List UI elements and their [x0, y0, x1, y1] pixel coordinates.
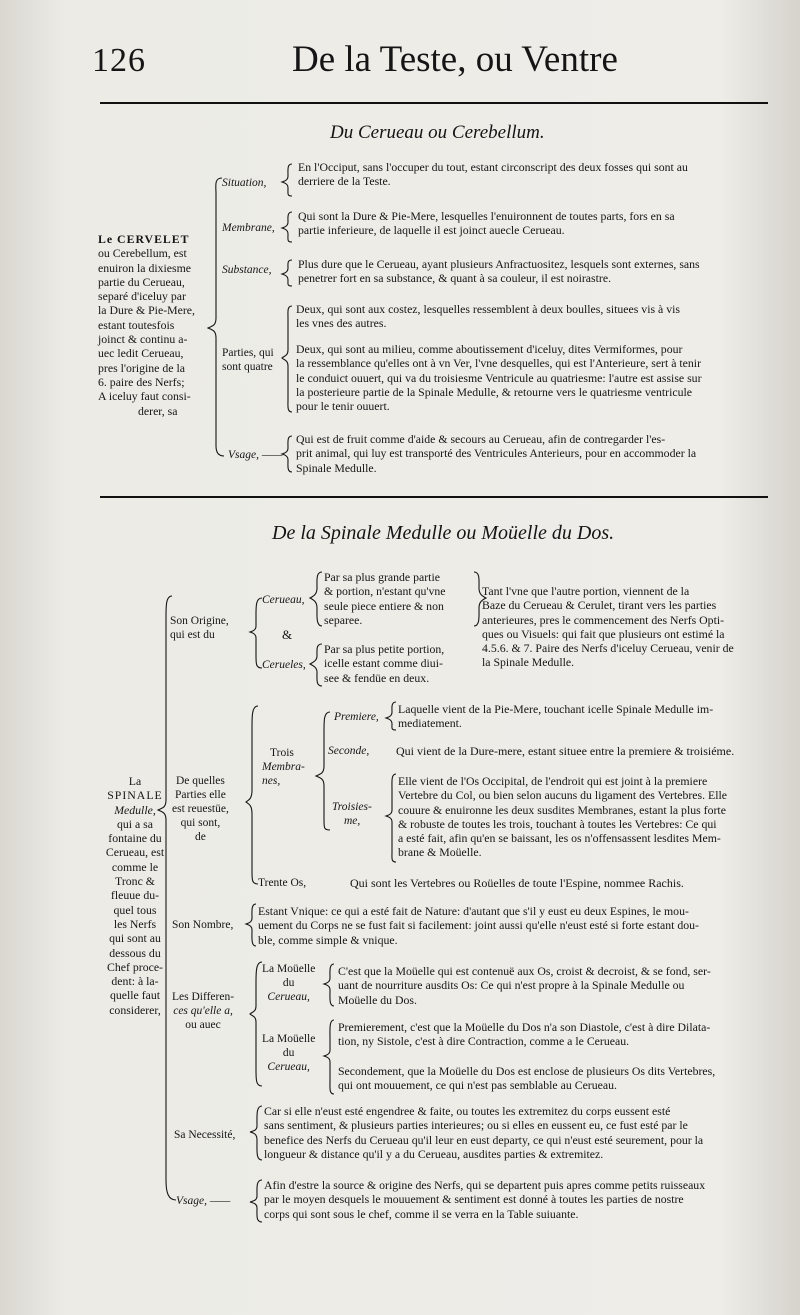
parties-a-text — [296, 302, 768, 331]
spinale-intro-line: quel tous — [113, 902, 157, 917]
troisieme-text — [398, 774, 772, 860]
text-line: uement du Corps ne se fust fait si facilement: joint aussi qu'elle n'eust esté si forte estant dou- — [258, 918, 699, 933]
cervelet-intro-line: estant toutesfois — [98, 317, 175, 332]
brace — [386, 774, 396, 862]
nombre-label: Son Nombre, — [172, 919, 234, 931]
spinale-intro-line: fontaine du — [108, 831, 162, 846]
cervelet-intro-line: derer, sa — [138, 403, 178, 418]
text-line: Elle vient de l'Os Occipital, de l'endroit qui est joint à la premiere — [398, 774, 708, 788]
text-line: prit animal, qui luy est transporté des Ventricules Anterieurs, pour en accommoder la — [296, 446, 697, 461]
spinale-intro-line: quelle faut — [109, 988, 161, 1003]
trente-os-label: Trente Os, — [258, 877, 307, 889]
cerueau-label: Cerueau, — [262, 594, 305, 606]
text-line: 4.5.6. & 7. Paire des Nerfs d'iceluy Cerueau, venir de — [482, 641, 734, 656]
label-line: qui sont, — [180, 817, 221, 829]
spinale-intro-line: dessous du — [109, 945, 161, 960]
origine-and: & — [282, 627, 293, 642]
quelles-parties-label — [172, 774, 229, 844]
substance-text — [298, 257, 768, 286]
necessite-label: Sa Necessité, — [174, 1129, 236, 1141]
text-line: pour le tenir ouuert. — [296, 399, 390, 414]
label-line: du — [282, 1047, 295, 1059]
text-line: le conduict ouuert, qui va du troisiesme Ventricule au quatriesme: l'autre est assise sur — [296, 370, 702, 385]
trente-os-text: Qui sont les Vertebres ou Roüelles de toute l'Espine, nommee Rachis. — [350, 876, 684, 890]
text-line: & portion, n'estant qu'vne — [324, 584, 446, 599]
usage2-text — [264, 1178, 774, 1221]
cerueau-text — [324, 570, 474, 627]
cervelet-intro-line: la Dure & Pie-Mere, — [98, 303, 195, 318]
spinale-intro-line: les Nerfs — [113, 916, 157, 931]
brace — [246, 706, 258, 884]
cerueles-text — [324, 642, 474, 685]
text-line: Vertebre du Col, ou bien selon aucuns du ligament des Vertebres. Elle — [398, 788, 728, 803]
usage-text — [296, 432, 768, 475]
spinale-intro-line: Tronc & — [115, 874, 155, 889]
text-line: qui ont mouuement, ce qui n'est pas semblable au Cerueau. — [338, 1078, 617, 1093]
situation-text — [298, 160, 768, 189]
brace — [324, 1020, 334, 1094]
text-line: Plus dure que le Cerueau, ayant plusieurs Anfractuositez, lesquels sont externes, sans — [298, 257, 700, 271]
label-line: qui est du — [170, 629, 215, 641]
text-line: penetrer fort en sa substance, & quant à sa couleur, il est noirastre. — [298, 271, 612, 286]
brace — [310, 644, 322, 686]
cerueles-label: Cerueles, — [262, 659, 306, 671]
text-line: tion, ny Sistole, c'est à dire Contraction, comme a le Cerueau. — [338, 1034, 630, 1049]
spinale-intro-line: SPINALE — [107, 788, 163, 803]
running-title: De la Teste, ou Ventre — [292, 39, 618, 80]
moelle-cerueau-text — [338, 964, 774, 1007]
brace — [246, 904, 256, 946]
seconde-text: Qui vient de la Dure-mere, estant situee entre la premiere & troisiéme. — [396, 744, 735, 758]
spinale-intro-line: qui sont au — [109, 931, 161, 946]
origine-right-text — [482, 584, 772, 670]
label-line: Membra- — [262, 761, 305, 773]
section-rule — [100, 496, 768, 498]
origine-label — [170, 614, 229, 642]
text-line: Afin d'estre la source & origine des Nerfs, qui se departent puis apres comme petits ruisseaux — [264, 1178, 706, 1192]
moelle-cerueau2-label — [262, 1032, 315, 1074]
text-line: benefice des Nerfs du Cerueau qu'il leur en eust departy, ce qui n'eust esté seurement, pour la — [264, 1132, 704, 1147]
text-line: partie inferieure, de laquelle il est joinct auecle Cerueau. — [298, 223, 565, 238]
brace — [250, 962, 262, 1086]
cervelet-intro-line: joinct & continu a- — [98, 332, 188, 347]
brace — [250, 1180, 262, 1222]
text-line: Deux, qui sont aux costez, lesquelles ressemblent à deux boulles, situees vis à vis — [296, 302, 680, 316]
text-line: par le moyen desquels le mouuement & sentiment est donné à toutes les parties de nostre — [264, 1192, 684, 1207]
spinale-intro-line: comme le — [111, 859, 159, 874]
cervelet-intro-line: A iceluy faut consi- — [98, 389, 191, 404]
text-line: & robuste de toutes les trois, touchant à toutes les Vertebres: Ce qui — [398, 816, 717, 831]
text-line: couure & enuironne les deux susdites Membranes, estant la plus forte — [398, 802, 726, 817]
label-line: nes, — [262, 775, 281, 787]
moelle-cerueau-label — [262, 962, 315, 1004]
text-line: Secondement, que la Moüelle du Dos est enclose de plusieurs Os dits Vertebres, — [338, 1064, 716, 1078]
label-line: du — [282, 977, 295, 989]
membrane-text — [298, 209, 768, 238]
label-line: Cerueau, — [267, 991, 310, 1003]
brace — [282, 212, 292, 242]
label-line: sont quatre — [222, 361, 273, 373]
text-line: a esté fait, afin qu'en se baissant, les os n'offensassent lesdites Mem- — [398, 831, 721, 846]
text-line: C'est que la Moüelle qui est contenuë aux Os, croist & decroist, & se fond, ser- — [338, 964, 711, 978]
cervelet-intro-line: 6. paire des Nerfs; — [98, 374, 185, 389]
text-line: icelle estant comme diui- — [324, 656, 443, 671]
text-line: la Spinale Medulle. — [482, 655, 575, 670]
label-line: Parties, qui — [222, 347, 274, 359]
text-line: Spinale Medulle. — [296, 460, 377, 475]
text-line: uant de nourriture ausdits Os: Ce qui n'est propre à la Spinale Medulle ou — [338, 978, 685, 993]
text-line: ble, comme simple & vnique. — [258, 932, 398, 947]
text-line: Par sa plus grande partie — [324, 570, 440, 584]
brace — [250, 598, 262, 668]
spinale-intro — [100, 774, 170, 1017]
text-line: les vnes des autres. — [296, 316, 387, 331]
label-line: Les Differen- — [172, 991, 235, 1003]
text-line: Car si elle n'eust esté engendree & faite, ou toutes les extremitez du corps eussent esté — [264, 1104, 671, 1118]
spinale-intro-line: Medulle, — [114, 802, 156, 817]
spinale-intro-line: Cerueau, est — [105, 845, 165, 860]
header-rule — [100, 102, 768, 104]
trois-membranes-label — [262, 746, 305, 788]
premiere-label: Premiere, — [334, 711, 379, 723]
cervelet-intro-line: separé d'iceluy par — [98, 289, 186, 304]
brace — [250, 1106, 262, 1160]
label-line: ces qu'elle a, — [173, 1005, 233, 1017]
brace — [316, 712, 330, 830]
text-line: Par sa plus petite portion, — [324, 642, 445, 656]
text-line: Baze du Cerueau & Cerulet, tirant vers les parties — [482, 598, 717, 613]
label-line: Trois — [270, 747, 294, 759]
membrane-label: Membrane, — [222, 222, 275, 234]
spinale-intro-line: qui a sa — [116, 816, 154, 831]
cervelet-intro-line: ou Cerebellum, est — [98, 246, 187, 261]
substance-label: Substance, — [222, 264, 272, 276]
cervelet-intro — [98, 232, 218, 418]
text-line: Estant Vnique: ce qui a esté fait de Nature: d'autant que s'il y eust eu deux Espines, le mou- — [258, 904, 689, 918]
label-line: ou auec — [185, 1019, 221, 1031]
brace — [282, 306, 292, 412]
brace — [386, 702, 396, 730]
label-line: Parties elle — [175, 789, 226, 801]
brace — [282, 260, 292, 286]
troisieme-label — [332, 800, 372, 828]
brace — [282, 436, 292, 472]
text-line: Qui est de fruit comme d'aide & secours au Cerueau, afin de contregarder l'es- — [296, 432, 666, 446]
text-line: la ressemblance qu'elles ont à vn Ver, l'vne desquelles, qui est l'Anterieure, sert à tenir — [296, 356, 702, 371]
cervelet-intro-line: Le CERVELET — [98, 232, 190, 246]
label-line: me, — [344, 815, 361, 827]
label-line: de — [194, 831, 206, 843]
text-line: longueur & distance qu'il y a du Cerueau, ausdites parties & extremitez. — [264, 1146, 604, 1161]
necessite-text — [264, 1104, 774, 1161]
nombre-text — [258, 904, 774, 947]
text-line: separee. — [324, 612, 363, 627]
text-line: Moüelle du Dos. — [338, 992, 417, 1007]
label-line: Cerueau, — [267, 1061, 310, 1073]
parties-label — [222, 346, 274, 374]
brace — [310, 572, 322, 626]
section-title-cerebellum: Du Cerueau ou Cerebellum. — [330, 122, 545, 143]
text-line: ques ou Visuels: qui fait que plusieurs ont estimé la — [482, 626, 725, 641]
cervelet-intro-line: pres l'origine de la — [98, 360, 185, 375]
label-line: La Moüelle — [262, 963, 316, 975]
cervelet-intro-line: partie du Cerueau, — [98, 274, 185, 289]
text-line: Tant l'vne que l'autre portion, viennent de la — [482, 584, 690, 598]
brace — [282, 164, 292, 196]
parties-b-text — [296, 342, 768, 413]
moelle-cerueau2-a — [338, 1020, 774, 1049]
cervelet-intro-line: uec ledit Cerueau, — [98, 346, 184, 361]
section-title-spinale: De la Spinale Medulle ou Moüelle du Dos. — [272, 522, 615, 544]
text-line: derriere de la Teste. — [298, 174, 391, 189]
differences-label — [172, 990, 234, 1032]
label-line: Troisies- — [332, 801, 372, 813]
spinale-intro-line: dent: à la- — [111, 974, 159, 989]
spinale-intro-line: La — [128, 774, 142, 788]
situation-label: Situation, — [222, 177, 267, 189]
spinale-intro-line: Chef proce- — [106, 959, 163, 974]
label-line: Son Origine, — [170, 615, 229, 627]
spinale-intro-line: considerer, — [109, 1002, 161, 1017]
text-line: En l'Occiput, sans l'occuper du tout, estant circonscript des deux fosses qui sont au — [298, 160, 688, 174]
usage-label: Vsage, —— — [228, 449, 283, 461]
text-line: brane & Moüelle. — [398, 845, 482, 860]
page-number: 126 — [92, 42, 146, 79]
label-line: est reuestüe, — [172, 803, 229, 815]
text-line: anterieures, pres le commencement des Nerfs Opti- — [482, 612, 725, 627]
text-line: la posterieure partie de la Spinale Medulle, & retourne vers le quatriesme ventricule — [296, 384, 693, 399]
text-line: see & fendüe en deux. — [324, 670, 430, 685]
text-line: Deux, qui sont au milieu, comme aboutissement d'iceluy, dites Vermiformes, pour — [296, 342, 683, 356]
seconde-label: Seconde, — [328, 745, 370, 757]
label-line: La Moüelle — [262, 1033, 316, 1045]
text-line: Premierement, c'est que la Moüelle du Dos n'a son Diastole, c'est à dire Dilata- — [338, 1020, 711, 1034]
text-line: Qui sont la Dure & Pie-Mere, lesquelles l'enuironnent de toutes parts, fors en sa — [298, 209, 675, 223]
text-line: sans sentiment, & plusieurs parties interieures; ou si elles en eussent eu, ce fust esté par le — [264, 1118, 688, 1133]
premiere-text — [398, 702, 770, 731]
text-line: corps qui sont sous le chef, comme il se verra en la Table suiuante. — [264, 1206, 579, 1221]
label-line: De quelles — [175, 775, 225, 787]
text-line: Laquelle vient de la Pie-Mere, touchant icelle Spinale Medulle im- — [398, 702, 714, 716]
usage2-label: Vsage, —— — [176, 1195, 231, 1207]
text-line: mediatement. — [398, 716, 462, 731]
text-line: seule piece entiere & non — [324, 598, 444, 613]
cervelet-intro-line: enuiron la dixiesme — [98, 260, 192, 275]
moelle-cerueau2-b — [338, 1064, 774, 1093]
spinale-intro-line: fleuue du- — [110, 888, 160, 903]
brace — [324, 964, 334, 1006]
